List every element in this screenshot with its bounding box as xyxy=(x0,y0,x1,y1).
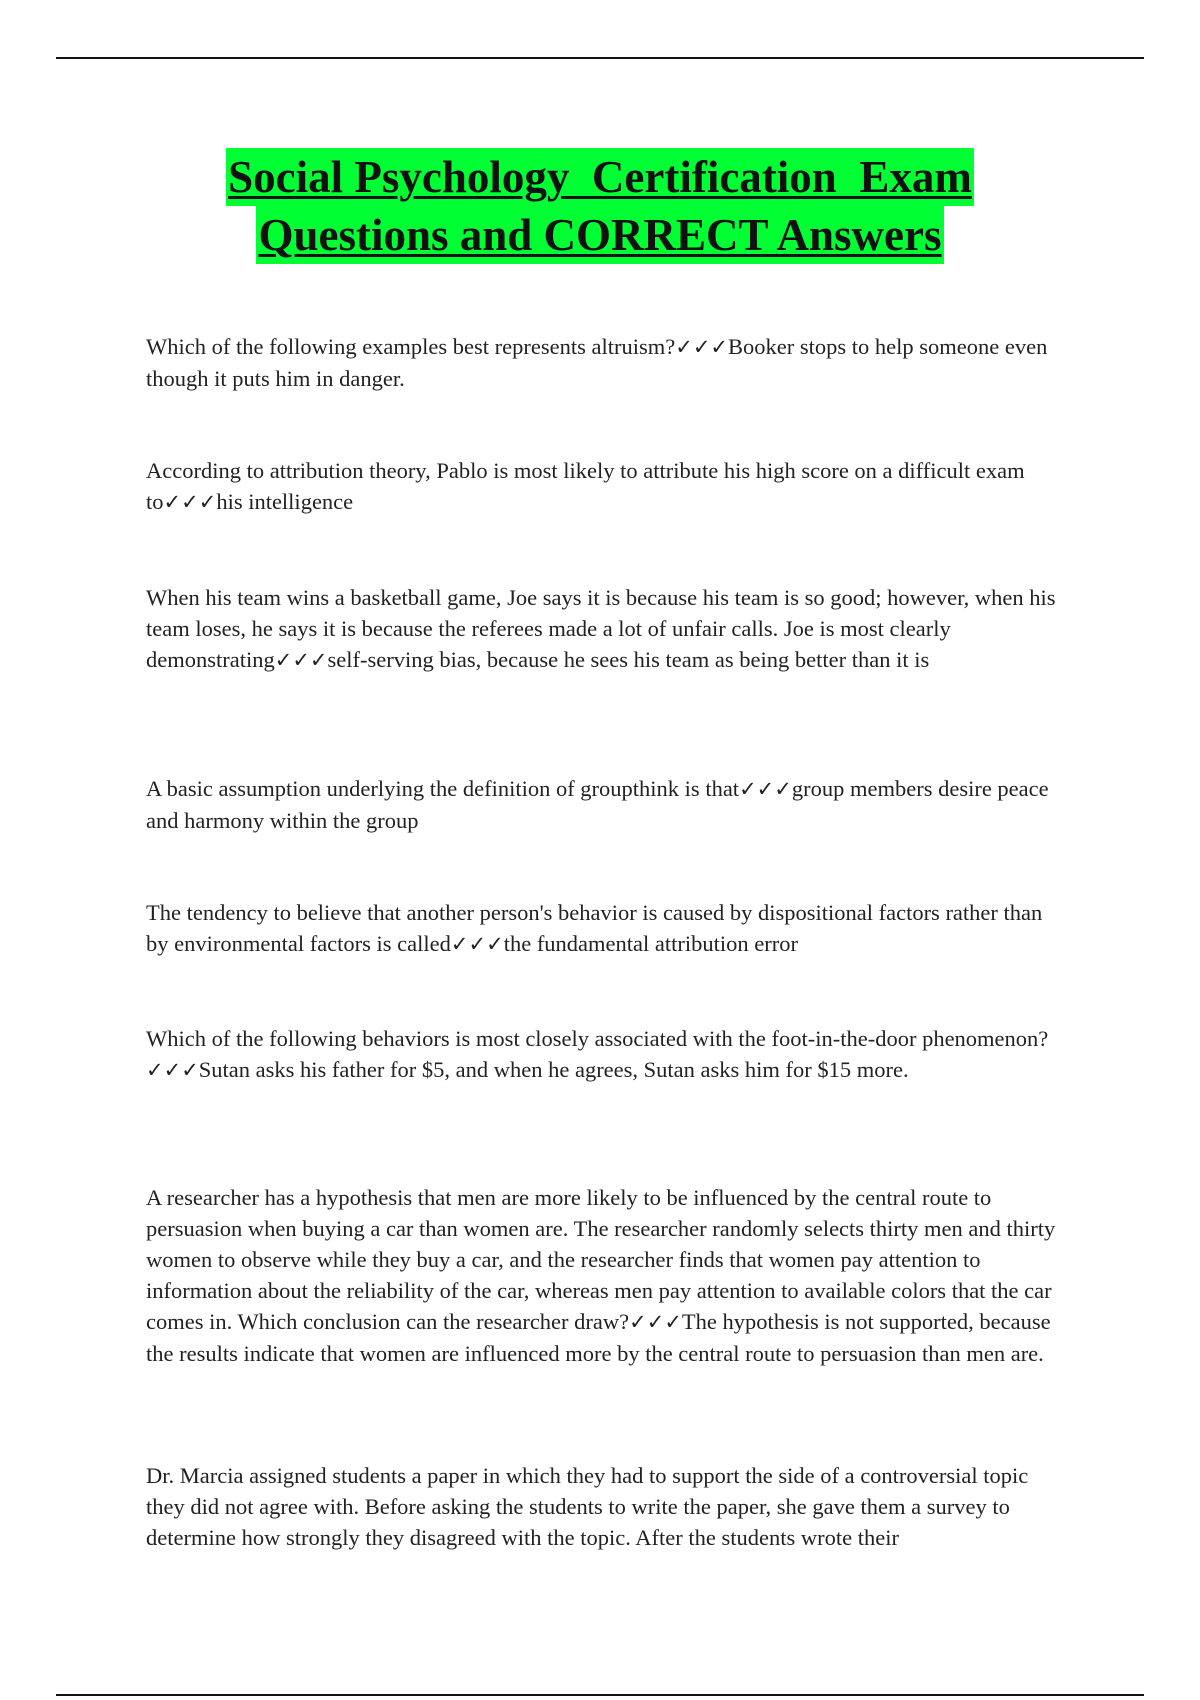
check-marks-icon: ✓✓✓ xyxy=(450,932,504,956)
answer-text: his intelligence xyxy=(216,489,354,514)
qa-item-6 xyxy=(146,1023,1066,1086)
title-line-1: Social Psychology Certification Exam xyxy=(226,148,974,206)
check-marks-icon: ✓✓✓ xyxy=(739,777,792,801)
qa-item-2 xyxy=(146,455,1066,518)
question-text: A researcher has a hypothesis that men are more likely to be influenced by the central route to persuasion when buying a car than women are. The researcher randomly selects thirty men and thirty women to observe while they buy a car, and the researcher finds that women pay attention to information about the reliability of the car, whereas men pay attention to available colors that the car comes in. Which conclusion can the researcher draw? xyxy=(146,1185,1056,1334)
qa-item-4 xyxy=(146,773,1066,836)
answer-text: self-serving bias, because he sees his team as being better than it is xyxy=(327,647,930,672)
answer-text: The hypothesis is not supported, because the results indicate that women are influenced more by the central route to persuasion than men are. xyxy=(146,1309,1051,1366)
qa-item-1 xyxy=(146,331,1066,394)
answer-text: Booker stops to help someone even though it puts him in danger. xyxy=(146,334,1048,391)
question-text: According to attribution theory, Pablo is most likely to attribute his high score on a difficult exam to xyxy=(146,458,1025,514)
qa-item-5 xyxy=(146,897,1066,960)
check-marks-icon: ✓✓✓ xyxy=(629,1310,682,1334)
check-marks-icon: ✓✓✓ xyxy=(163,490,217,514)
check-marks-icon: ✓✓✓ xyxy=(274,648,328,672)
question-text: When his team wins a basketball game, Joe says it is because his team is so good; however, when his team loses, he says it is because the referees made a lot of unfair calls. Joe is most clearly demonstrating xyxy=(146,585,1056,672)
question-text: A basic assumption underlying the definition of groupthink is that xyxy=(146,776,740,801)
qa-item-3 xyxy=(146,582,1066,676)
check-marks-icon: ✓✓✓ xyxy=(675,335,729,359)
qa-item-8 xyxy=(146,1460,1066,1553)
title-line-2: Questions and CORRECT Answers xyxy=(256,206,943,264)
check-marks-icon: ✓✓✓ xyxy=(146,1058,199,1082)
qa-item-7 xyxy=(146,1182,1066,1369)
question-text: The tendency to believe that another person's behavior is caused by dispositional factors rather than by environmental factors is called xyxy=(146,900,1043,956)
answer-text: Sutan asks his father for $5, and when he agrees, Sutan asks him for $15 more. xyxy=(198,1057,909,1082)
question-text: Dr. Marcia assigned students a paper in which they had to support the side of a controversial topic they did not agree with. Before asking the students to write the paper, she gave them a survey to determine how strongly they disagreed with the topic. After the students wrote their xyxy=(146,1463,1029,1550)
question-text: Which of the following examples best represents altruism? xyxy=(146,334,676,359)
answer-text: group members desire peace and harmony within the group xyxy=(146,776,1049,833)
bottom-rule xyxy=(56,1694,1144,1696)
answer-text: the fundamental attribution error xyxy=(503,931,798,956)
top-rule xyxy=(56,57,1144,59)
question-text: Which of the following behaviors is most closely associated with the foot-in-the-door phenomenon? xyxy=(146,1026,1049,1051)
document-title xyxy=(0,148,1200,264)
